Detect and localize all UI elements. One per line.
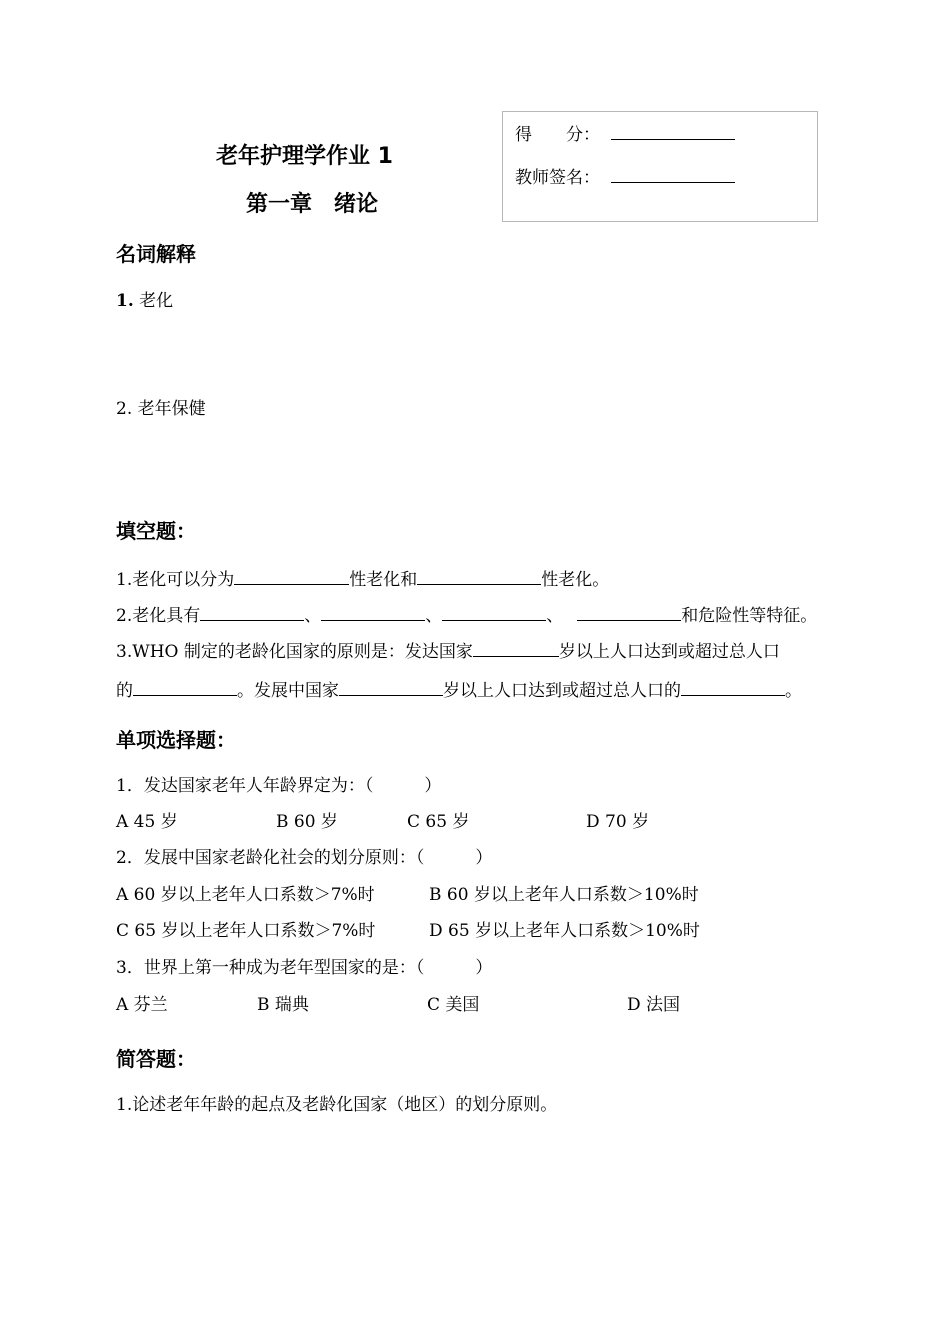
chapter-title: 第一章 绪论 bbox=[246, 192, 379, 217]
choice-q2-option-a[interactable]: A 60 岁以上老年人口系数＞7%时 bbox=[116, 885, 375, 905]
terms-question-1 bbox=[116, 290, 173, 312]
choice-q2-option-c[interactable]: C 65 岁以上老年人口系数＞7%时 bbox=[116, 921, 376, 941]
fill-q1-text-c: 性老化。 bbox=[541, 570, 610, 590]
choice-question-1: 1．发达国家老年人年龄界定为：（ ） bbox=[116, 776, 442, 796]
fill-question-3-line-1 bbox=[116, 638, 780, 663]
fill-q3-text-e: 岁以上人口达到或超过总人口的 bbox=[443, 681, 681, 701]
fill-q2-blank-3[interactable] bbox=[442, 602, 546, 621]
fill-q2-blank-2[interactable] bbox=[321, 602, 425, 621]
fill-q2-blank-1[interactable] bbox=[200, 602, 304, 621]
score-label: 得 分： bbox=[515, 125, 600, 145]
fill-q3-blank-3[interactable] bbox=[339, 677, 443, 696]
choice-q1-option-a[interactable]: A 45 岁 bbox=[116, 812, 178, 832]
terms-question-1-text: 老化 bbox=[133, 291, 174, 311]
short-answer-question-1: 1.论述老年年龄的起点及老龄化国家（地区）的划分原则。 bbox=[116, 1095, 558, 1115]
choice-q2-option-b[interactable]: B 60 岁以上老年人口系数＞10%时 bbox=[429, 885, 699, 905]
fill-q3-text-c: 的 bbox=[116, 681, 133, 701]
terms-heading: 名词解释 bbox=[116, 242, 196, 266]
fill-question-3-line-2 bbox=[116, 677, 802, 702]
choice-q2-option-d[interactable]: D 65 岁以上老年人口系数＞10%时 bbox=[429, 921, 700, 941]
choice-q3-option-c[interactable]: C 美国 bbox=[427, 995, 480, 1015]
fill-q3-text-d: 。发展中国家 bbox=[237, 681, 339, 701]
choice-q3-option-d[interactable]: D 法国 bbox=[627, 995, 681, 1015]
fill-q2-sep-3: 、 bbox=[546, 606, 564, 626]
score-box bbox=[502, 111, 818, 222]
page-title: 老年护理学作业 1 bbox=[216, 144, 393, 169]
choice-question-3: 3．世界上第一种成为老年型国家的是：（ ） bbox=[116, 958, 493, 978]
fill-q1-text-a: 1.老化可以分为 bbox=[116, 570, 235, 590]
choice-q1-option-d[interactable]: D 70 岁 bbox=[586, 812, 650, 832]
fill-q3-blank-1[interactable] bbox=[473, 638, 559, 657]
score-blank[interactable] bbox=[611, 121, 735, 140]
terms-question-1-number: 1. bbox=[116, 291, 134, 311]
choice-q3-option-a[interactable]: A 芬兰 bbox=[116, 995, 168, 1015]
choice-heading: 单项选择题： bbox=[116, 728, 236, 752]
short-answer-heading: 简答题： bbox=[116, 1047, 196, 1071]
choice-q3-option-b[interactable]: B 瑞典 bbox=[257, 995, 309, 1015]
teacher-signature-label: 教师签名： bbox=[515, 168, 600, 188]
fill-q3-text-b: 岁以上人口达到或超过总人口 bbox=[558, 642, 780, 662]
score-row bbox=[515, 120, 735, 145]
choice-q1-option-c[interactable]: C 65 岁 bbox=[407, 812, 470, 832]
choice-question-2: 2．发展中国家老龄化社会的划分原则：（ ） bbox=[116, 848, 493, 868]
fill-q3-blank-2[interactable] bbox=[133, 677, 237, 696]
fill-heading: 填空题： bbox=[116, 519, 196, 543]
fill-q1-blank-2[interactable] bbox=[417, 566, 541, 585]
fill-q1-text-b: 性老化和 bbox=[349, 570, 418, 590]
fill-q2-sep-1: 、 bbox=[304, 606, 322, 626]
fill-q1-blank-1[interactable] bbox=[234, 566, 349, 585]
fill-q2-text-b: 和危险性等特征。 bbox=[681, 606, 818, 626]
fill-question-1 bbox=[116, 566, 609, 591]
fill-q2-text-a: 2.老化具有 bbox=[116, 606, 201, 626]
fill-q2-sep-2: 、 bbox=[425, 606, 443, 626]
fill-question-2 bbox=[116, 602, 817, 627]
fill-q2-blank-4[interactable] bbox=[577, 602, 681, 621]
teacher-signature-blank[interactable] bbox=[611, 164, 735, 183]
fill-q3-blank-4[interactable] bbox=[681, 677, 785, 696]
fill-q3-text-a: 3.WHO 制定的老龄化国家的原则是：发达国家 bbox=[116, 642, 473, 662]
choice-q1-option-b[interactable]: B 60 岁 bbox=[276, 812, 338, 832]
fill-q3-text-f: 。 bbox=[785, 681, 802, 701]
terms-question-2: 2. 老年保健 bbox=[116, 399, 206, 419]
teacher-signature-row bbox=[515, 163, 735, 188]
